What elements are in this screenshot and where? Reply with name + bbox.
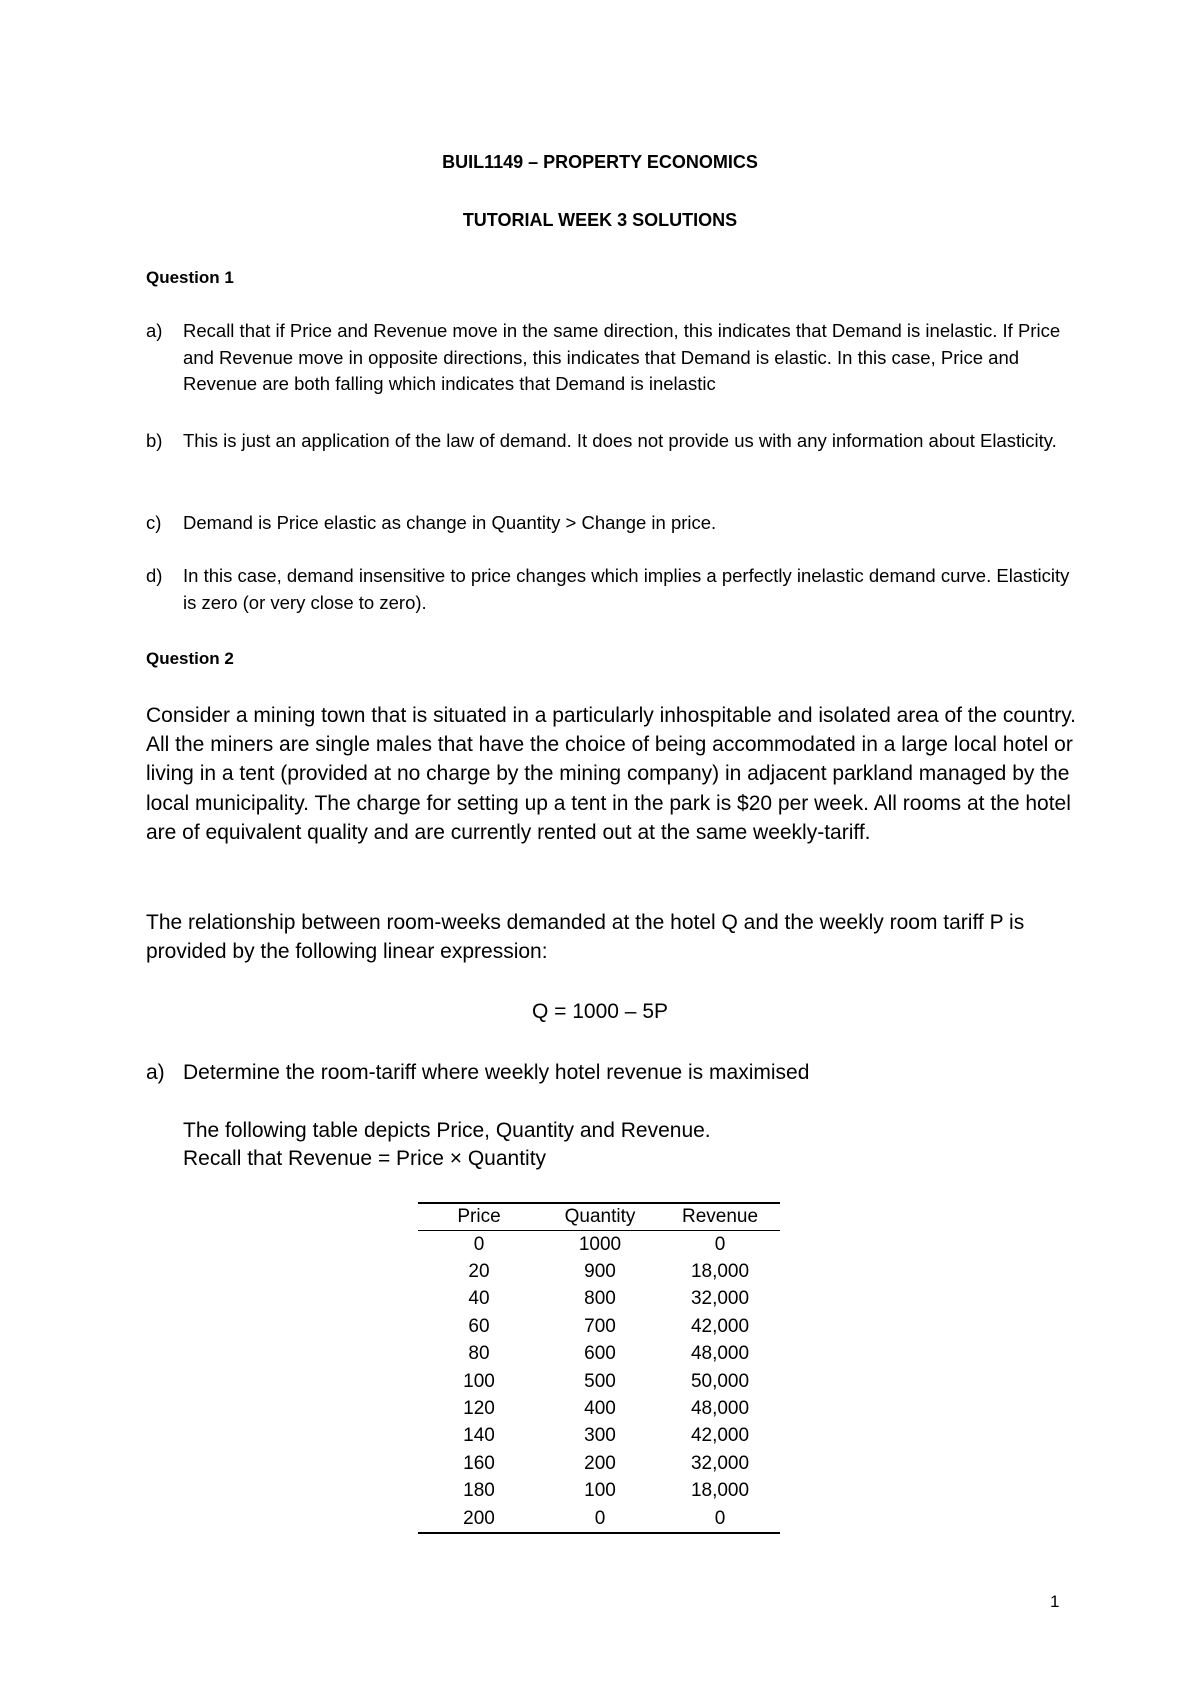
table-row — [418, 1423, 780, 1450]
course-title: BUIL1149 – PROPERTY ECONOMICS — [442, 152, 758, 172]
question-2-intro: Consider a mining town that is situated in a particularly inhospitable and isolated area of the country. All the miners are single males that have the choice of being accommodated in a large local hotel or living in a tent (provided at no charge by the mining company) in adjacent parkland managed by the local municipality. The charge for setting up a tent in the park is $20 per week. All rooms at the hotel are of equivalent quality and are currently rented out at the same weekly-tariff. — [146, 704, 1076, 844]
cell-revenue: 42,000 — [690, 1315, 750, 1337]
cell-price: 0 — [473, 1233, 485, 1255]
cell-quantity: 200 — [584, 1452, 616, 1474]
item-label: a) — [146, 320, 163, 341]
item-text: Recall that if Price and Revenue move in the same direction, this indicates that Demand is inelastic. If Price and Revenue move in opposite directions, this indicates that Demand is elastic. In this case, Price and Revenue are both falling which indicates that Demand is inelastic — [183, 320, 1061, 394]
item-label: d) — [146, 565, 163, 586]
cell-quantity: 300 — [584, 1425, 616, 1447]
cell-revenue: 18,000 — [690, 1480, 750, 1502]
table-row — [418, 1258, 780, 1285]
cell-quantity: 900 — [584, 1261, 616, 1283]
cell-price: 100 — [463, 1370, 495, 1392]
column-header-quantity: Quantity — [540, 1203, 660, 1231]
cell-price: 60 — [468, 1315, 490, 1337]
cell-revenue: 0 — [714, 1233, 726, 1255]
cell-quantity: 800 — [584, 1288, 616, 1310]
cell-revenue: 50,000 — [690, 1370, 750, 1392]
item-text: This is just an application of the law of demand. It does not provide us with any information about Elasticity. — [183, 430, 1057, 451]
item-text: In this case, demand insensitive to price changes which implies a perfectly inelastic demand curve. Elasticity is zero (or very close to zero). — [183, 565, 1070, 613]
tutorial-title: TUTORIAL WEEK 3 SOLUTIONS — [462, 210, 738, 230]
table-intro-line: The following table depicts Price, Quantity and Revenue. — [183, 1119, 711, 1142]
table-row — [418, 1313, 780, 1340]
cell-revenue: 48,000 — [690, 1398, 750, 1420]
column-header-revenue: Revenue — [660, 1203, 780, 1231]
cell-price: 20 — [468, 1261, 490, 1283]
price-quantity-revenue-table — [418, 1202, 780, 1534]
cell-revenue: 42,000 — [690, 1425, 750, 1447]
cell-quantity: 1000 — [578, 1233, 622, 1255]
cell-quantity: 500 — [584, 1370, 616, 1392]
cell-revenue: 32,000 — [690, 1452, 750, 1474]
table-row — [418, 1341, 780, 1368]
cell-price: 160 — [463, 1452, 495, 1474]
cell-quantity: 400 — [584, 1398, 616, 1420]
table-row — [418, 1368, 780, 1395]
cell-price: 120 — [463, 1398, 495, 1420]
cell-quantity: 0 — [540, 1505, 660, 1533]
cell-quantity: 600 — [584, 1343, 616, 1365]
item-text: Determine the room-tariff where weekly hotel revenue is maximised — [183, 1061, 810, 1084]
column-header-price: Price — [418, 1203, 540, 1231]
table-row — [418, 1286, 780, 1313]
table-row — [418, 1231, 780, 1259]
cell-revenue: 0 — [660, 1505, 780, 1533]
question-2-relationship: The relationship between room-weeks demanded at the hotel Q and the weekly room tariff P is provided by the following linear expression: — [146, 911, 1025, 964]
cell-revenue: 48,000 — [690, 1343, 750, 1365]
cell-price: 180 — [463, 1480, 495, 1502]
table-row — [418, 1478, 780, 1505]
table-row — [418, 1505, 780, 1533]
item-label: a) — [146, 1061, 165, 1084]
table-row — [418, 1395, 780, 1422]
cell-price: 140 — [463, 1425, 495, 1447]
demand-equation: Q = 1000 – 5P — [531, 1000, 669, 1023]
cell-revenue: 32,000 — [690, 1288, 750, 1310]
table-header-row — [418, 1203, 780, 1231]
question-2-heading: Question 2 — [146, 649, 234, 668]
cell-price: 200 — [418, 1505, 540, 1533]
page-number: 1 — [1050, 1592, 1060, 1611]
cell-revenue: 18,000 — [690, 1261, 750, 1283]
cell-price: 80 — [468, 1343, 490, 1365]
table-row — [418, 1450, 780, 1477]
question-1-heading: Question 1 — [146, 268, 234, 287]
cell-quantity: 100 — [584, 1480, 616, 1502]
cell-price: 40 — [468, 1288, 490, 1310]
item-label: c) — [146, 512, 162, 533]
cell-quantity: 700 — [584, 1315, 616, 1337]
item-label: b) — [146, 430, 163, 451]
revenue-formula-line: Recall that Revenue = Price × Quantity — [183, 1147, 547, 1170]
item-text: Demand is Price elastic as change in Quantity > Change in price. — [183, 512, 717, 533]
